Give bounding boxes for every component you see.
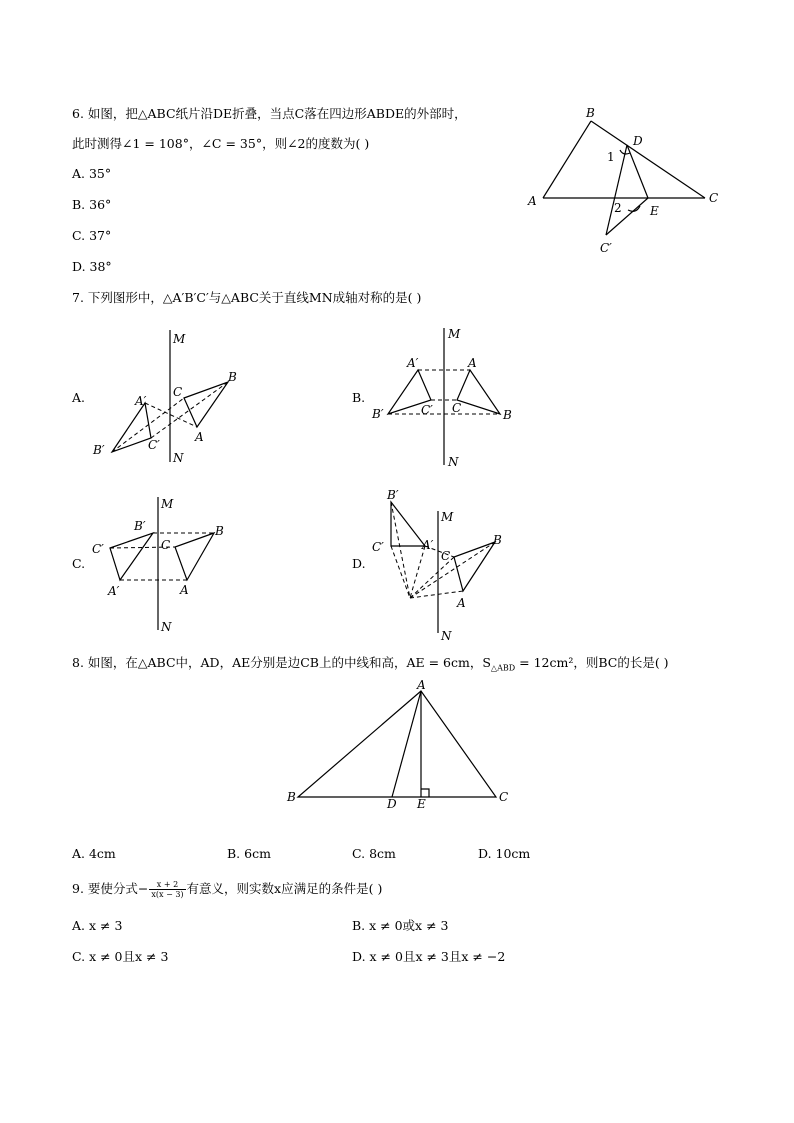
q7b-label-Ap: A′ <box>407 356 419 370</box>
q9-stem-post: 有意义，则实数x应满足的条件是( ) <box>186 881 383 896</box>
q8-seg-AD <box>392 691 421 797</box>
q7b-label-Cp: C′ <box>421 403 433 417</box>
q7d-label-Bp: B′ <box>387 488 399 502</box>
q8-label-E: E <box>417 797 426 811</box>
q7d-label-C: C <box>441 549 451 563</box>
q7-stem: 7. 下列图形中，△A′B′C′与△ABC关于直线MN成轴对称的是( ) <box>72 290 422 305</box>
q7b-label-M: M <box>448 327 461 341</box>
q8-label-D: D <box>387 797 397 811</box>
q7a-label-Cp: C′ <box>148 438 160 452</box>
q6-stem-line2: 此时测得∠1 = 108°，∠C = 35°，则∠2的度数为( ) <box>72 136 370 151</box>
q7c-label-A: A <box>180 583 189 597</box>
q9-option-a: A. x ≠ 3 <box>72 918 123 933</box>
q7d-label-M: M <box>441 510 454 524</box>
q7b-label-A: A <box>468 356 477 370</box>
q7c-label-C: C <box>161 538 171 552</box>
q9-fraction <box>149 880 185 899</box>
q6-label-Cp: C′ <box>600 241 612 255</box>
q6-option-b: B. 36° <box>72 197 112 212</box>
q9-frac-num: x + 2 <box>149 880 185 890</box>
q7a-label-Ap: A′ <box>135 394 147 408</box>
q9-option-c: C. x ≠ 0且x ≠ 3 <box>72 949 169 964</box>
q7-option-d-letter: D. <box>352 556 366 571</box>
q8-stem-sub: △ABD <box>490 663 516 673</box>
q8-label-A: A <box>417 678 426 692</box>
q7-option-b-letter: B. <box>352 390 366 405</box>
q8-stem-tail: = 12cm²，则BC的长是( ) <box>515 655 669 670</box>
q8-triangle-abc <box>298 691 496 797</box>
q7b-label-N: N <box>448 455 459 469</box>
q6-label-2: 2 <box>614 201 622 215</box>
q7a-label-B: B <box>228 370 237 384</box>
q6-option-c: C. 37° <box>72 228 112 243</box>
q9-frac-den: x(x − 3) <box>151 890 184 899</box>
q7d-label-A: A <box>457 596 466 610</box>
q7a-label-C: C <box>173 385 183 399</box>
q6-stem-line1: 6. 如图，把△ABC纸片沿DE折叠，当点C落在四边形ABDE的外部时， <box>72 106 467 121</box>
q7-option-a-letter: A. <box>72 390 86 405</box>
q7c-label-B: B <box>215 524 224 538</box>
q6-label-1: 1 <box>607 150 615 164</box>
q9-option-d: D. x ≠ 0且x ≠ 3且x ≠ −2 <box>352 949 506 964</box>
q8-label-B: B <box>287 790 296 804</box>
q7-option-c-letter: C. <box>72 556 86 571</box>
q6-label-C: C <box>709 191 719 205</box>
q6-label-D: D <box>633 134 643 148</box>
q7a-label-N: N <box>173 451 184 465</box>
q7a-label-M: M <box>173 332 186 346</box>
q7b-label-C: C <box>452 401 462 415</box>
q6-option-a: A. 35° <box>72 166 112 181</box>
q7c-label-N: N <box>161 620 172 634</box>
q6-label-B: B <box>586 106 595 120</box>
q8-label-C: C <box>499 790 509 804</box>
q9-stem: 9. 要使分式− $\frac{x + 2}{x(x - 3)}$ 有意义，则实数x应满足的条件是( ) <box>72 880 383 899</box>
q7a-label-A: A <box>195 430 204 444</box>
q7d-label-N: N <box>441 629 452 643</box>
q8-option-a: A. 4cm <box>72 846 116 861</box>
q6-label-E: E <box>650 204 659 218</box>
q7d-label-B: B <box>493 533 502 547</box>
q7a-label-Bp: B′ <box>93 443 105 457</box>
q8-option-b: B. 6cm <box>227 846 271 861</box>
q6-label-A: A <box>528 194 537 208</box>
q7b-label-B: B <box>503 408 512 422</box>
q7b-label-Bp: B′ <box>372 407 384 421</box>
q7c-label-Bp: B′ <box>134 519 146 533</box>
q8-option-c: C. 8cm <box>352 846 396 861</box>
q7c-label-M: M <box>161 497 174 511</box>
q8-stem-main: 8. 如图，在△ABC中，AD，AE分别是边CB上的中线和高，AE = 6cm，S <box>72 655 491 670</box>
q7d-label-Ap: A′ <box>422 538 434 552</box>
q8-right-angle-mark <box>421 789 429 797</box>
q8-option-d: D. 10cm <box>478 846 531 861</box>
q7d-label-Cp: C′ <box>372 540 384 554</box>
q9-stem-pre: 9. 要使分式 <box>72 881 138 896</box>
q9-option-b: B. x ≠ 0或x ≠ 3 <box>352 918 449 933</box>
q7c-label-Ap: A′ <box>108 584 120 598</box>
q6-option-d: D. 38° <box>72 259 112 274</box>
q7c-label-Cp: C′ <box>92 542 104 556</box>
